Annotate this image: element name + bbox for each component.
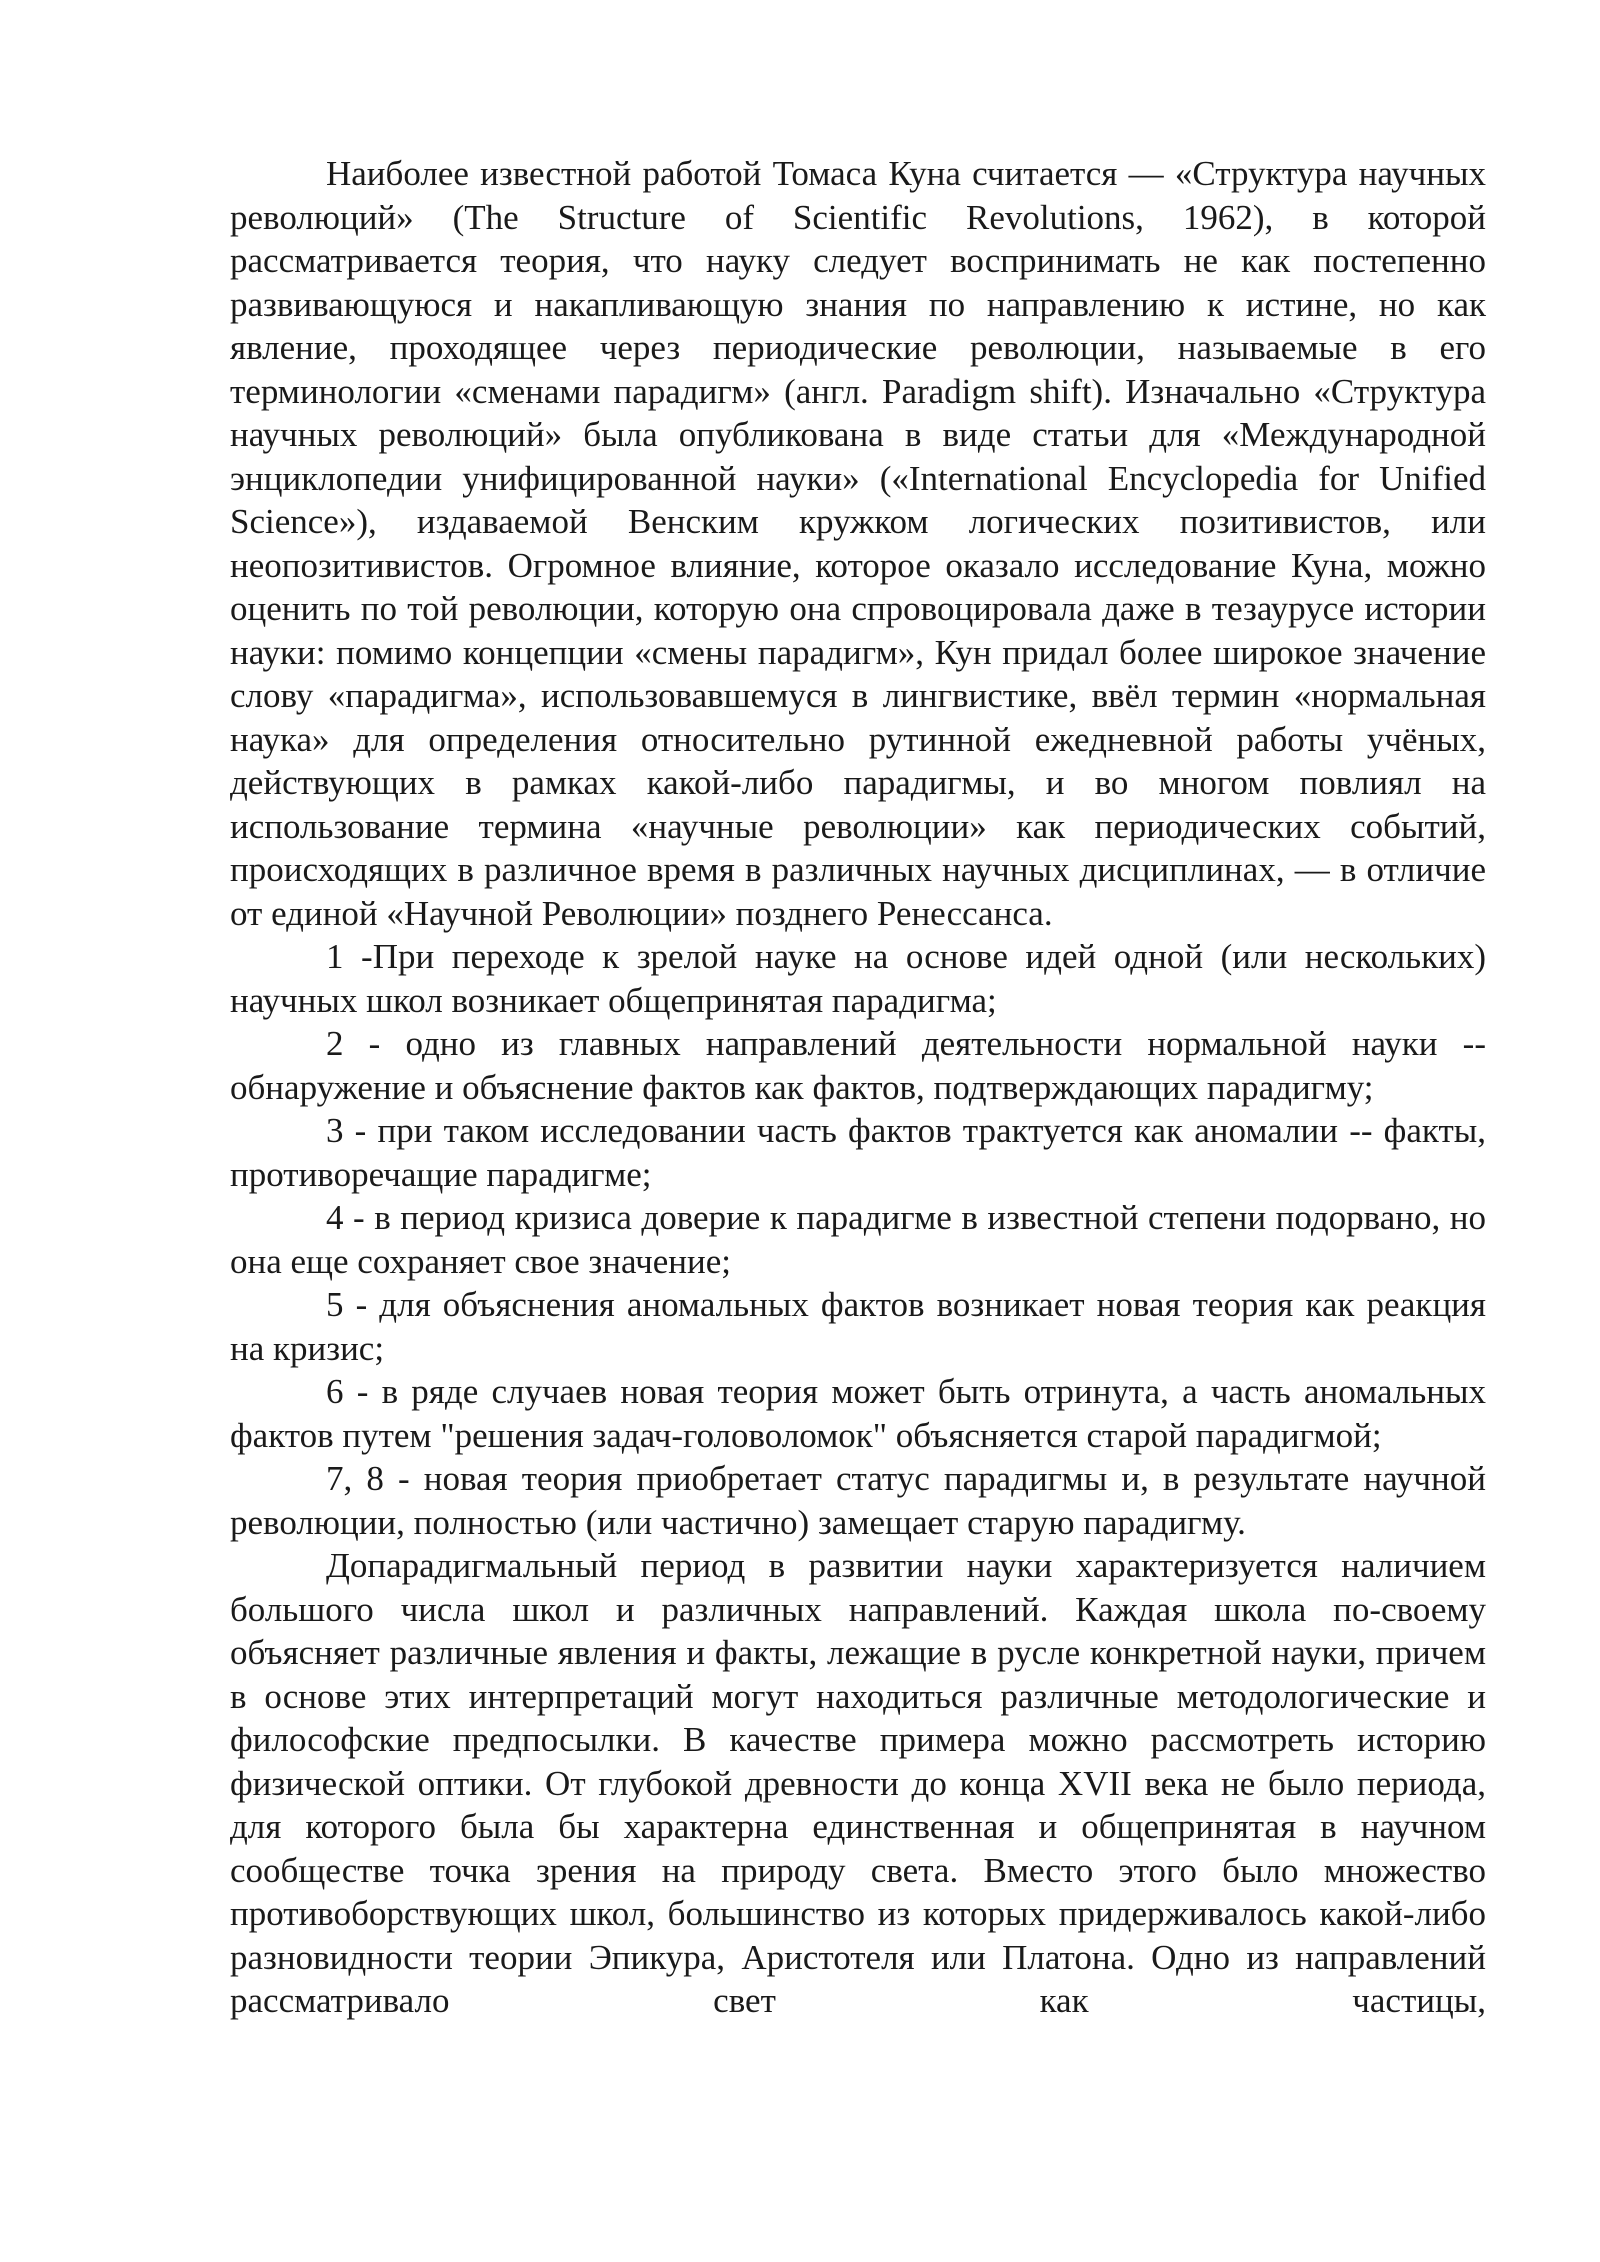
paragraph-preparadigm-period: Допарадигмальный период в развитии науки характеризуется наличием большого числа школ и различных направлений. Каждая школа по-своему объясняет различные явления и факты, лежащие в русле конкретной науки, причем в основе этих интерпретаций могут находиться различные методологические и философские предпосылки. В качестве примера можно рассмотреть историю физической оптики. От глубокой древности до конца XVII века не было периода, для которого была бы характерна единственная и общепринятая в научном сообществе точка зрения на природу света. Вместо этого было множество противоборствующих школ, большинство из которых придерживалось какой-либо разновидности теории Эпикура, Аристотеля или Платона. Одно из направлений рассматривало свет как частицы, [230,1546,1486,2020]
document-body [230,152,1486,2023]
list-item-7-8: 7, 8 - новая теория приобретает статус парадигмы и, в результате научной революции, полностью (или частично) замещает старую парадигму. [230,1459,1486,1542]
paragraph-kuhn-structure: Наиболее известной работой Томаса Куна считается — «Структура научных революций» (The Structure of Scientific Revolutions, 1962), в которой рассматривается теория, что науку следует воспринимать не как постепенно развивающуюся и накапливающую знания по направлению к истине, но как явление, проходящее через периодические революции, называемые в его терминологии «сменами парадигм» (англ. Paradigm shift). Изначально «Структура научных революций» была опубликована в виде статьи для «Международной энциклопедии унифицированной науки» («International Encyclopedia for Unified Science»), издаваемой Венским кружком логических позитивистов, или неопозитивистов. Огромное влияние, которое оказало исследование Куна, можно оценить по той революции, которую она спровоцировала даже в тезаурусе истории науки: помимо концепции «смены парадигм», Кун придал более широкое значение слову «парадигма», использовавшемуся в лингвистике, ввёл термин «нормальная наука» для определения относительно рутинной ежедневной работы учёных, действующих в рамках какой-либо парадигмы, и во многом повлиял на использование термина «научные революции» как периодических событий, происходящих в различное время в различных научных дисциплинах, — в отличие от единой «Научной Революции» позднего Ренессанса. [230,154,1486,933]
list-item-5: 5 - для объяснения аномальных фактов возникает новая теория как реакция на кризис; [230,1285,1486,1368]
list-item-6: 6 - в ряде случаев новая теория может быть отринута, а часть аномальных фактов путем "решения задач-головоломок" объясняется старой парадигмой; [230,1372,1486,1455]
list-item-4: 4 - в период кризиса доверие к парадигме в известной степени подорвано, но она еще сохраняет свое значение; [230,1198,1486,1281]
list-item-2: 2 - одно из главных направлений деятельности нормальной науки -- обнаружение и объяснение фактов как фактов, подтверждающих парадигму; [230,1024,1486,1107]
list-item-1: 1 -При переходе к зрелой науке на основе идей одной (или нескольких) научных школ возникает общепринятая парадигма; [230,937,1486,1020]
list-item-3: 3 - при таком исследовании часть фактов трактуется как аномалии -- факты, противоречащие парадигме; [230,1111,1486,1194]
